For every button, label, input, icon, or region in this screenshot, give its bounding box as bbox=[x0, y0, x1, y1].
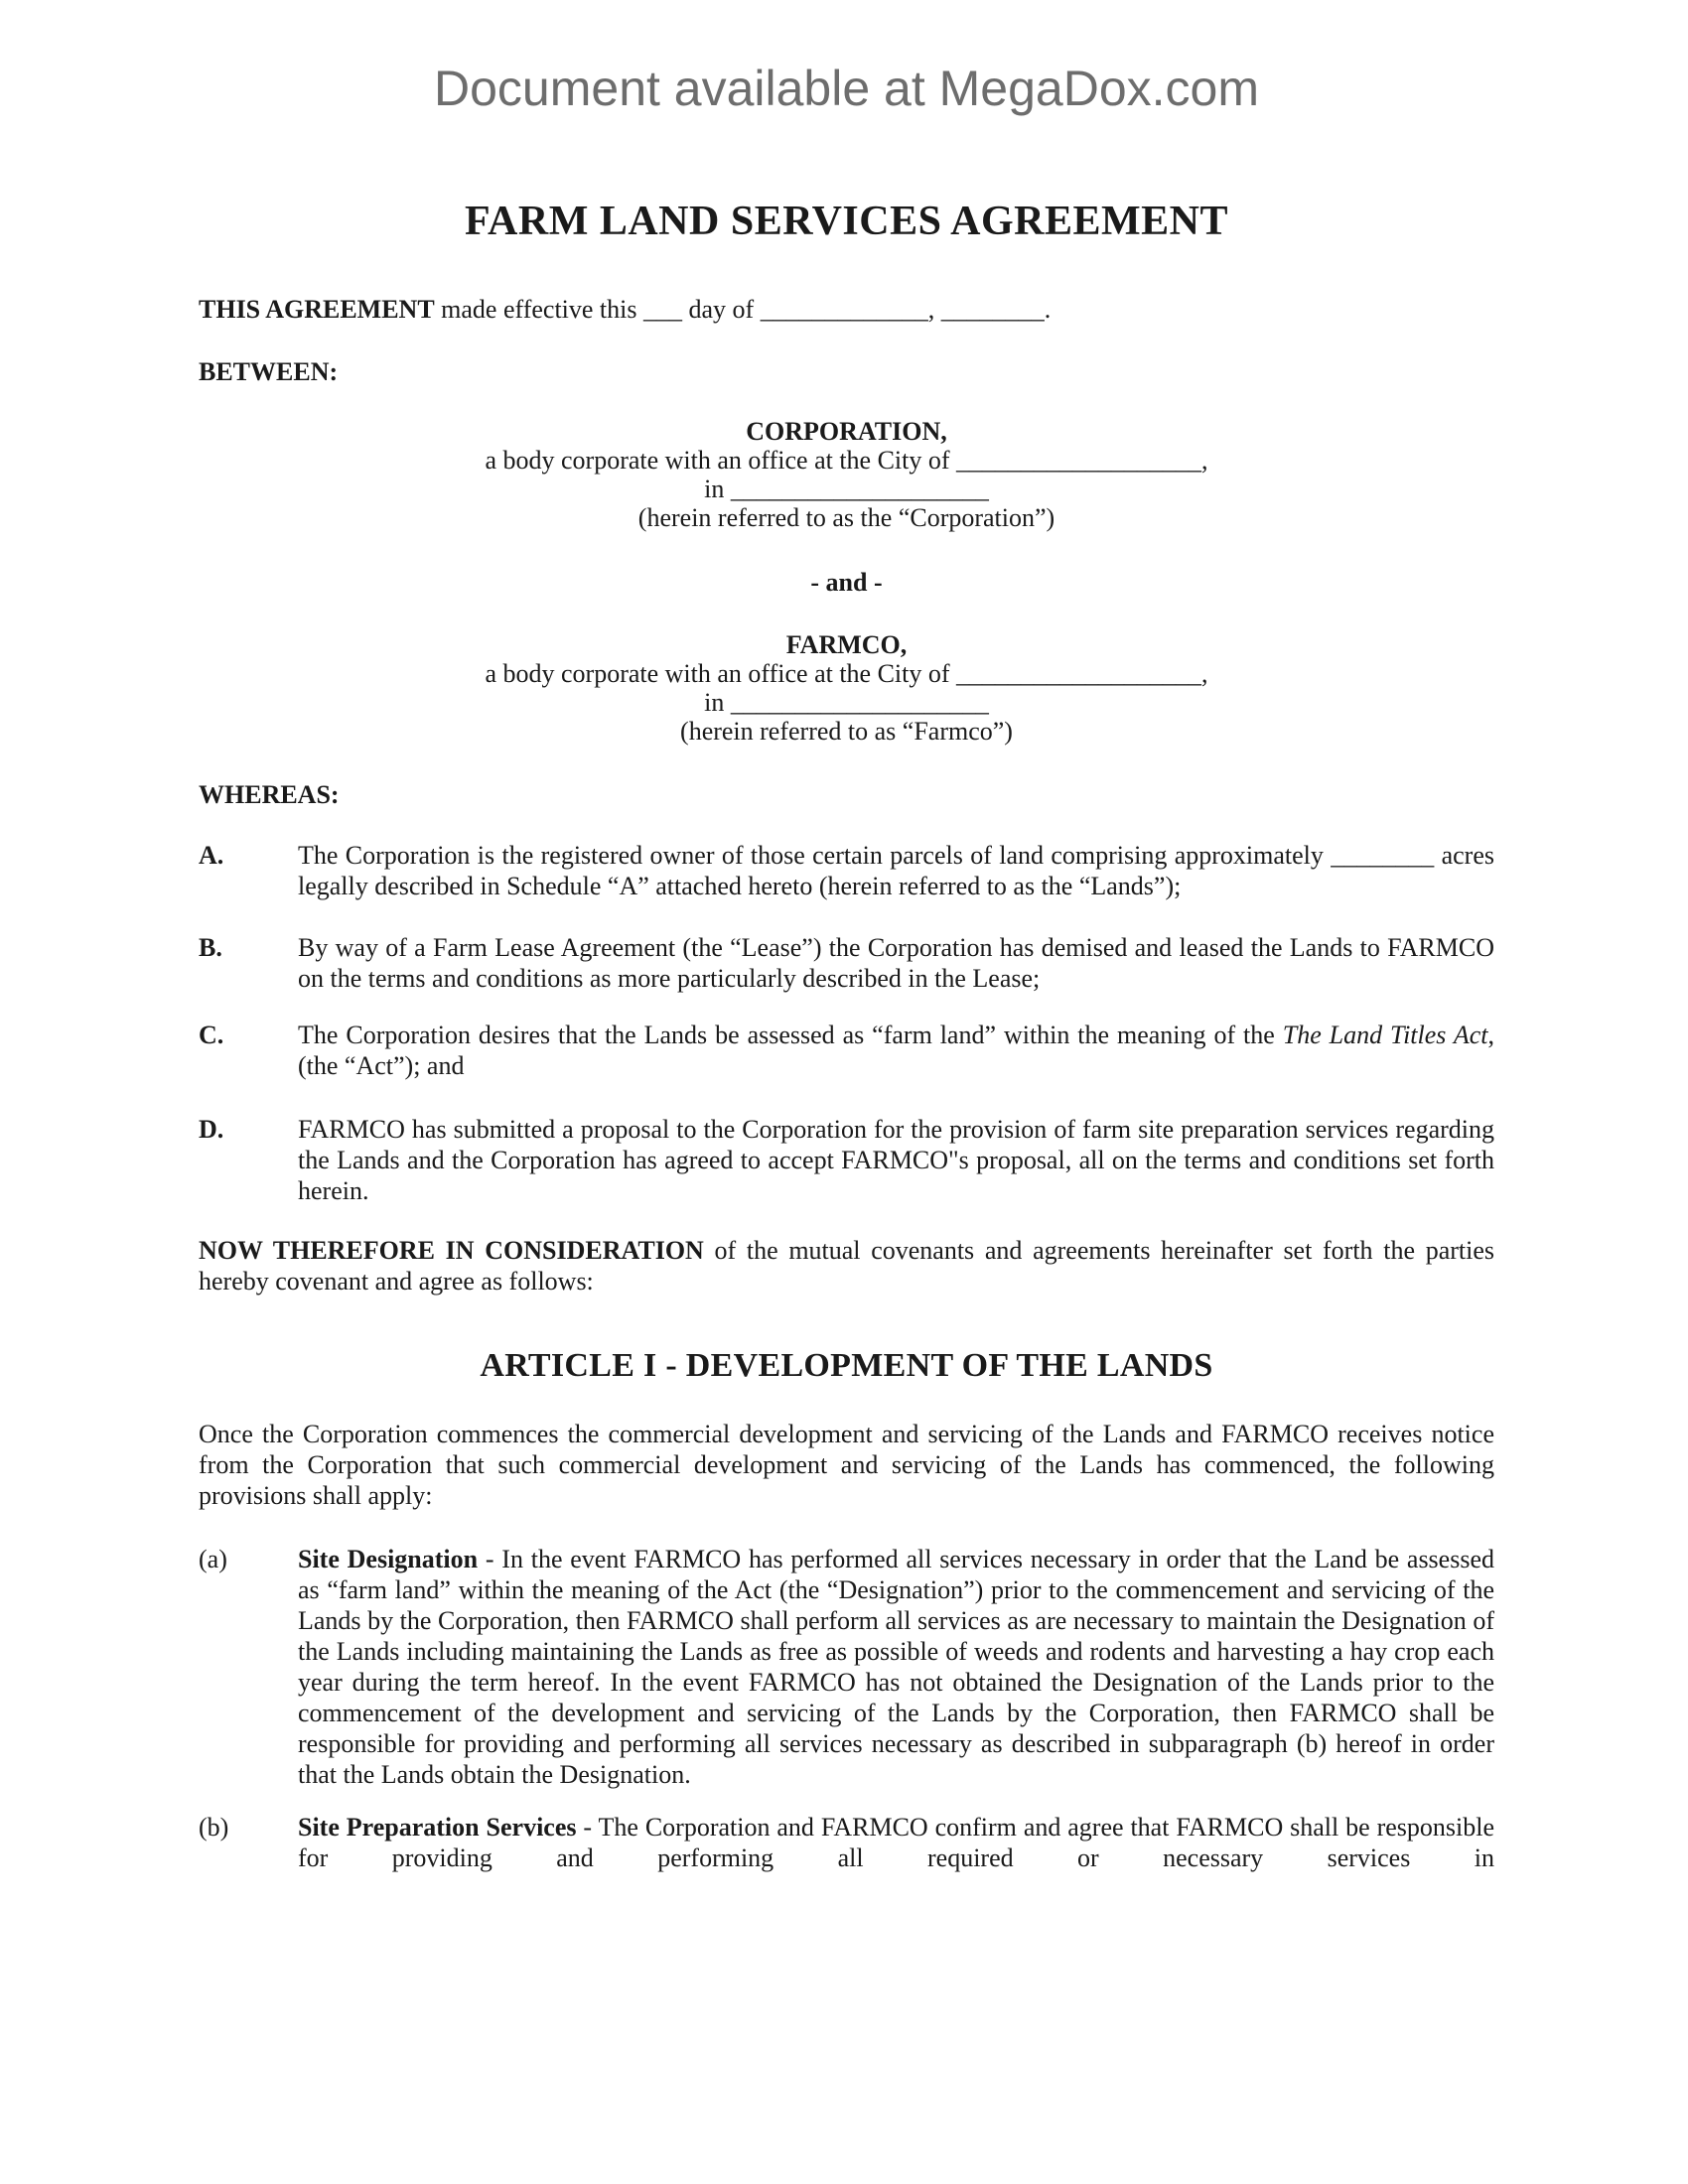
article1-item-b-label: (b) bbox=[199, 1813, 229, 1842]
party-name-corporation: CORPORATION, bbox=[746, 417, 947, 446]
now-therefore-rest: of the mutual covenants and agreements hereinafter set forth the parties hereby covenant and agree as follows: bbox=[199, 1236, 1494, 1296]
recital-c bbox=[199, 1020, 1494, 1081]
recital-a bbox=[199, 840, 1494, 901]
document-title: FARM LAND SERVICES AGREEMENT bbox=[465, 199, 1228, 244]
party-corporation-province-line: in ____________________ bbox=[704, 475, 989, 503]
article1-item-a bbox=[199, 1544, 1494, 1790]
recital-b-letter: B. bbox=[199, 933, 222, 962]
article1-heading: ARTICLE I - DEVELOPMENT OF THE LANDS bbox=[480, 1347, 1213, 1384]
recital-c-letter: C. bbox=[199, 1021, 224, 1049]
article1-item-a-title: Site Designation bbox=[298, 1545, 479, 1573]
recital-c-text-post: , (the “Act”); and bbox=[298, 1021, 1494, 1080]
article1-item-b-body: - The Corporation and FARMCO confirm and agree that FARMCO shall be responsible for providing and performing all required or necessary services in bbox=[298, 1813, 1494, 1872]
recital-d bbox=[199, 1114, 1494, 1206]
recital-d-letter: D. bbox=[199, 1115, 224, 1144]
article1-item-a-text bbox=[298, 1544, 1494, 1790]
party-farmco-province-line: in ____________________ bbox=[704, 688, 989, 717]
party-block-corporation bbox=[199, 417, 1494, 532]
recital-c-text-pre: The Corporation desires that the Lands be assessed as “farm land” within the meaning of the bbox=[298, 1021, 1283, 1049]
recital-c-text bbox=[298, 1020, 1494, 1081]
recital-b bbox=[199, 932, 1494, 994]
article1-item-b-text bbox=[298, 1812, 1494, 1873]
whereas-label: WHEREAS: bbox=[199, 780, 340, 809]
recital-b-text: By way of a Farm Lease Agreement (the “Lease”) the Corporation has demised and leased the Lands to FARMCO on the terms and conditions as more particularly described in the Lease; bbox=[298, 933, 1494, 993]
recital-d-text: FARMCO has submitted a proposal to the Corporation for the provision of farm site preparation services regarding the Lands and the Corporation has agreed to accept FARMCO"s proposal, all on the terms and conditions set forth herein. bbox=[298, 1115, 1494, 1205]
watermark-text: Document available at MegaDox.com bbox=[434, 61, 1259, 116]
opening-clause-bold: THIS AGREEMENT bbox=[199, 295, 435, 324]
party-corporation-reference-line: (herein referred to as the “Corporation”) bbox=[637, 503, 1055, 532]
recital-a-letter: A. bbox=[199, 841, 224, 870]
article1-item-b bbox=[199, 1812, 1494, 1873]
party-name-farmco: FARMCO, bbox=[785, 630, 908, 659]
article1-item-a-label: (a) bbox=[199, 1545, 227, 1573]
recital-a-text: The Corporation is the registered owner of those certain parcels of land comprising approximately ________ acres legally described in Schedule “A” attached hereto (herein referred to as the “Lands”); bbox=[298, 841, 1494, 900]
party-farmco-address-line: a body corporate with an office at the City of ___________________, bbox=[485, 659, 1208, 688]
party-farmco-reference-line: (herein referred to as “Farmco”) bbox=[680, 717, 1013, 746]
article1-item-a-body: - In the event FARMCO has performed all services necessary in order that the Land be assessed as “farm land” within the meaning of the Act (the “Designation”) prior to the commencement and servicing of the Lands by the Corporation, then FARMCO shall perform all services as are necessary to maintain the Designation of the Lands including maintaining the Lands as free as possible of weeds and rodents and harvesting a hay crop each year during the term hereof. In the event FARMCO has not obtained the Designation of the Lands prior to the commencement of the development and servicing of the Lands by the Corporation, then FARMCO shall be responsible for providing and performing all services necessary as described in subparagraph (b) hereof in order that the Lands obtain the Designation. bbox=[298, 1545, 1494, 1789]
article1-item-b-title: Site Preparation Services bbox=[298, 1813, 577, 1842]
now-therefore-bold: NOW THEREFORE IN CONSIDERATION bbox=[199, 1236, 704, 1265]
now-therefore-clause bbox=[199, 1235, 1494, 1297]
between-label: BETWEEN: bbox=[199, 357, 339, 386]
and-separator: - and - bbox=[810, 568, 883, 597]
article1-intro: Once the Corporation commences the commercial development and servicing of the Lands and FARMCO receives notice from the Corporation that such commercial development and servicing of the Lands has commenced, the following provisions shall apply: bbox=[199, 1420, 1494, 1510]
party-corporation-address-line: a body corporate with an office at the City of ___________________, bbox=[485, 446, 1208, 475]
opening-clause-rest: made effective this ___ day of _____________, ________. bbox=[434, 295, 1052, 324]
recital-c-act-title: The Land Titles Act bbox=[1282, 1021, 1488, 1049]
party-block-farmco bbox=[199, 630, 1494, 746]
opening-clause bbox=[199, 294, 1494, 325]
